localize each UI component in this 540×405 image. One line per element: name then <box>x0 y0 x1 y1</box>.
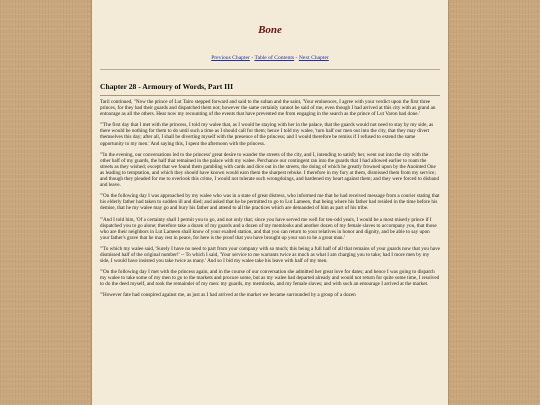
paragraph: "'And I told him, 'Of a certainty shall I permit you to go, and not only that; since you have served me well for ten-odd years, I would be a most miserly prince if I dispatched you to go alone; therefore take a dozen of my guards and a dozen of my memlooks and another dozen of my female slaves to accompany you, that those who are their neighbors in Lut Lameen shall know of your exalted station, and that you can return to your relatives in honor and dignity, and be able to say upon your father's grave that he may rest in peace, for here is the proof that you have brought up your son to be a great man.' <box>100 216 437 241</box>
book-title: Bone <box>258 24 282 36</box>
nav-separator: - <box>294 55 299 61</box>
next-chapter-link[interactable]: Next Chapter <box>298 55 329 61</box>
chapter-heading: Chapter 28 - Armoury of Words, Part III <box>100 82 234 91</box>
divider <box>100 69 440 70</box>
previous-chapter-link[interactable]: Previous Chapter <box>211 55 250 61</box>
page-content <box>92 23 448 299</box>
paragraph: "'In the evening, our conversations led to the princess' great desire to wander the streets of the city, and I, intending to satisfy her, went out into the city with the other half of my guards, the half that remained in the palace with my walee. Perchance our contingent ran into the guards that I had allowed earlier to roam the streets as they wished; except that we found them gambling with cards and dice out in the streets, the doing of which be greatly frowned upon by the Anointed One as leading to temptation, and which they should have known would earn them the sharpest rebuke. I therefore in my fury at them, dismissed them from my service; and though they pleaded for me to overlook this crime, I would not tolerate such wrongdoings, and hardened my heart against them; and they were forced to disband and leave. <box>100 151 440 189</box>
paragraph: "'On the following day I met with the princess again, and in the course of our conversation she admitted her great love for dates; and hence I was going to dispatch my walee to take some of my men to go to the markets and procure some, but as my walee had departed already and would not return for quite some time, I resolved to do the deed myself, and took the remainder of my men: my guards, my memlooks, and my female slaves; and with such an entourage I arrived at the market. <box>100 269 440 288</box>
page <box>92 0 448 405</box>
paragraph: Taril continued, "Now the prince of Lut Tairo stepped forward and said to the sultan and the saint, 'Your eminences, I agree with your verdict upon the first three princes, for they had their guards and dispatched them not; however the same certainly cannot be said of me, even though I had arrived at this city with as grand an entourage as all the others. Hear now my recounting of the events that have prevented me from engaging in the search as the prince of Lut Varon had done.' <box>100 99 436 118</box>
paragraph: "'The first day that I met with the princess, I told my walee that, as I would be staying with her in the palace, that the guards would not need to stay by my side, as there would be nothing for them to do until such a time as I should call for them; hence I told my walee, 'turn half our men out into the city, that they may divert themselves this day; after all, I shall be diverting myself with the presence of the princess; and I would therefore be remiss if I refused to extend the same opportunity to my men.' And saying this, I spent the afternoon with the princess. <box>100 122 434 147</box>
paragraph: "'To which my walee said, 'Surely I have no need to part from your company with so much; this being a full half of all that remains of your guards now that you have dismissed half of the original number!' -- To which I said, 'Your service to me warrants twice as much as what I am charging you to take; had I more men by my side, I would have insisted you take twice as many.' And so I bid my walee take his leave with half of my men. <box>100 245 440 265</box>
divider <box>100 95 440 96</box>
table-of-contents-link[interactable]: Table of Contents <box>254 55 295 61</box>
paragraph: "'However fate had conspired against me, as just as I had arrived at the market we became surrounded by a group of a dozen <box>100 292 356 299</box>
chapter-text <box>100 99 440 299</box>
nav-separator: - <box>249 55 255 61</box>
chapter-navigation <box>100 54 440 62</box>
paragraph: "'On the following day I was approached by my walee who was in a state of great distress, who informed me that he had received message from a courier stating that his elderly father had taken to sudden ill and died; and asked that he be permitted to go to Lut Lameen, that being where his father had resided in the time before his demise, that he my walee may go and bury his father and attend to all the practices which are demanded of him as part of his tribe. <box>100 193 440 212</box>
